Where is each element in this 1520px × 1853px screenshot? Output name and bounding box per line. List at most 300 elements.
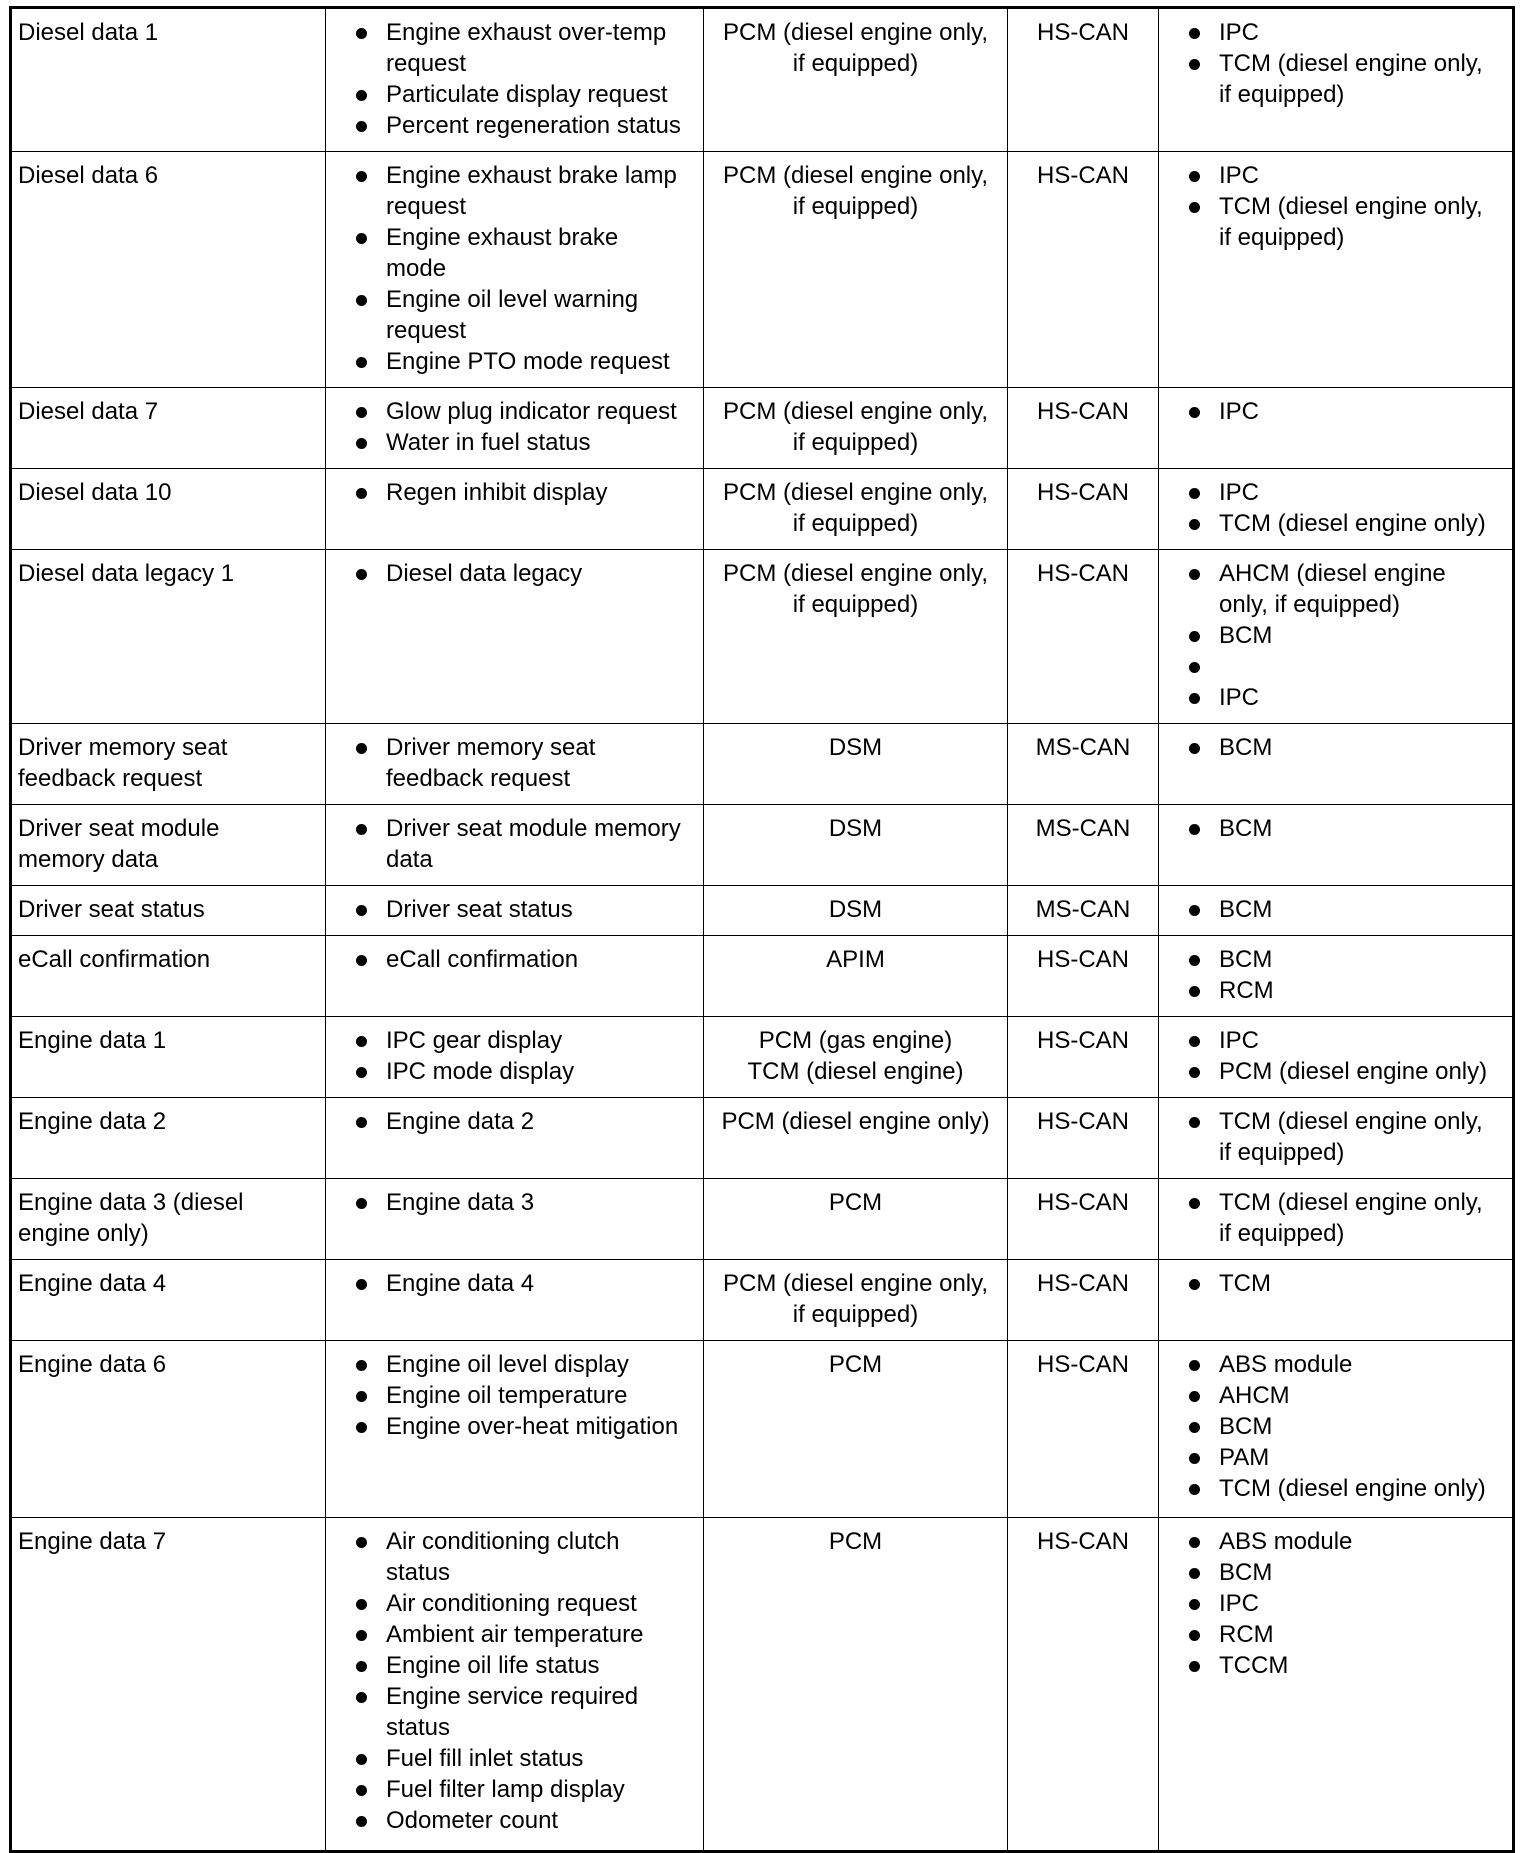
signal-list-item (332, 160, 697, 222)
receiver-modules-cell (1159, 469, 1514, 550)
bullet-icon (1189, 743, 1200, 754)
network-bus-cell (1008, 1017, 1159, 1098)
signal-list-item (332, 1805, 697, 1836)
bullet-icon (1189, 519, 1200, 530)
signals-cell (326, 724, 704, 805)
signal-text: Driver seat module memory (386, 815, 681, 842)
message-name-line: Driver seat status (18, 896, 205, 923)
signal-list-item (332, 79, 697, 110)
signal-list-item (332, 1268, 697, 1299)
network-bus-text: HS-CAN (1036, 162, 1129, 189)
receiver-modules-cell (1159, 1098, 1514, 1179)
network-bus-text: HS-CAN (1036, 1270, 1129, 1297)
signals-cell (326, 1341, 704, 1518)
signal-list-item (332, 427, 697, 458)
receiver-text: if equipped) (1219, 81, 1345, 108)
signal-list-item (332, 1025, 697, 1056)
signal-text: status (386, 1559, 451, 1586)
network-bus-text: HS-CAN (1036, 1108, 1129, 1135)
receiver-list (1165, 1025, 1506, 1087)
receiver-text: BCM (1219, 896, 1273, 923)
receiver-modules-cell (1159, 1518, 1514, 1852)
bullet-icon (356, 743, 367, 754)
receiver-list (1165, 732, 1506, 763)
bullet-icon (356, 121, 367, 132)
receiver-list (1165, 894, 1506, 925)
receiver-modules-cell (1159, 550, 1514, 724)
signal-text: Regen inhibit display (386, 479, 608, 506)
signal-text: Engine exhaust brake lamp (386, 162, 677, 189)
message-name-cell (11, 469, 326, 550)
signal-text: Engine data 3 (386, 1189, 535, 1216)
signal-text: Water in fuel status (386, 429, 591, 456)
source-module-text: PCM (gas engine) (758, 1027, 953, 1054)
source-module-cell (704, 1179, 1008, 1260)
bullet-icon (356, 295, 367, 306)
receiver-list-item (1165, 1588, 1506, 1619)
signal-list (332, 1025, 697, 1087)
source-module-cell (704, 1518, 1008, 1852)
network-bus-cell (1008, 1260, 1159, 1341)
receiver-text: BCM (1219, 815, 1273, 842)
receiver-list (1165, 17, 1506, 110)
network-bus-cell (1008, 1179, 1159, 1260)
receiver-list-item (1165, 975, 1506, 1006)
receiver-list-item (1165, 620, 1506, 651)
receiver-modules-cell (1159, 886, 1514, 936)
message-name-line: Driver seat module (18, 815, 220, 842)
bullet-icon (356, 1036, 367, 1047)
message-name-line: Engine data 3 (diesel (18, 1189, 244, 1216)
bullet-icon (1189, 1036, 1200, 1047)
receiver-list (1165, 558, 1506, 713)
signal-text: IPC mode display (386, 1058, 575, 1085)
bullet-icon (1189, 824, 1200, 835)
receiver-text: IPC (1219, 398, 1260, 425)
signal-text: status (386, 1714, 451, 1741)
table-row (11, 805, 1514, 886)
receiver-list-item (1165, 191, 1506, 253)
source-module-cell (704, 550, 1008, 724)
bullet-icon (1189, 1453, 1200, 1464)
bullet-icon (1189, 1360, 1200, 1371)
bullet-icon (356, 1661, 367, 1672)
bullet-icon (1189, 955, 1200, 966)
signal-list-item (332, 1588, 697, 1619)
table-body (11, 8, 1514, 1852)
signal-text: Engine oil temperature (386, 1382, 628, 1409)
message-name-line: feedback request (18, 765, 203, 792)
signal-text: Odometer count (386, 1807, 559, 1834)
bullet-icon (1189, 488, 1200, 499)
signal-text: Engine exhaust over-temp (386, 19, 667, 46)
signal-text: Percent regeneration status (386, 112, 681, 139)
signals-cell (326, 152, 704, 388)
receiver-text: BCM (1219, 734, 1273, 761)
signal-list-item (332, 284, 697, 346)
receiver-text: BCM (1219, 946, 1273, 973)
source-module-text: PCM (828, 1528, 883, 1555)
network-bus-text: HS-CAN (1036, 479, 1129, 506)
source-module-text: PCM (828, 1189, 883, 1216)
bullet-icon (1189, 28, 1200, 39)
signal-list-item (332, 346, 697, 377)
signal-list-item (332, 1187, 697, 1218)
signals-cell (326, 1179, 704, 1260)
bullet-icon (356, 28, 367, 39)
receiver-modules-cell (1159, 1179, 1514, 1260)
network-bus-cell (1008, 550, 1159, 724)
message-name-cell (11, 805, 326, 886)
signal-list-item (332, 1106, 697, 1137)
bullet-icon (356, 824, 367, 835)
message-name-cell (11, 1017, 326, 1098)
receiver-text: RCM (1219, 1621, 1274, 1648)
signal-text: mode (386, 255, 447, 282)
signal-text: IPC gear display (386, 1027, 563, 1054)
receiver-list-item (1165, 17, 1506, 48)
bullet-icon (1189, 693, 1200, 704)
message-name-line: engine only) (18, 1220, 149, 1247)
receiver-list-item (1165, 1442, 1506, 1473)
receiver-modules-cell (1159, 1341, 1514, 1518)
table-row (11, 936, 1514, 1017)
signal-text: Fuel fill inlet status (386, 1745, 584, 1772)
signal-list-item (332, 1681, 697, 1743)
signal-list (332, 1268, 697, 1299)
bullet-icon (356, 171, 367, 182)
source-module-cell (704, 1017, 1008, 1098)
receiver-text: IPC (1219, 1027, 1260, 1054)
table-row (11, 469, 1514, 550)
receiver-text: AHCM (diesel engine (1219, 560, 1446, 587)
bullet-icon (1189, 1630, 1200, 1641)
network-bus-cell (1008, 724, 1159, 805)
bullet-icon (356, 1537, 367, 1548)
bullet-icon (356, 1391, 367, 1402)
bullet-icon (356, 1422, 367, 1433)
receiver-list-item (1165, 1380, 1506, 1411)
receiver-list (1165, 160, 1506, 253)
receiver-text: if equipped) (1219, 1220, 1345, 1247)
source-module-cell (704, 724, 1008, 805)
message-name-line: Engine data 1 (18, 1027, 167, 1054)
signal-list (332, 17, 697, 141)
table-row (11, 1179, 1514, 1260)
receiver-list-item (1165, 1268, 1506, 1299)
bullet-icon (1189, 1067, 1200, 1078)
source-module-text: PCM (828, 1351, 883, 1378)
receiver-list (1165, 1106, 1506, 1168)
source-module-cell (704, 469, 1008, 550)
receiver-list-item (1165, 813, 1506, 844)
signals-cell (326, 550, 704, 724)
signal-list-item (332, 1743, 697, 1774)
network-bus-cell (1008, 1341, 1159, 1518)
bullet-icon (1189, 1484, 1200, 1495)
bullet-icon (356, 905, 367, 916)
network-bus-text: MS-CAN (1035, 815, 1131, 842)
receiver-list (1165, 1349, 1506, 1504)
receiver-list-item (1165, 732, 1506, 763)
receiver-list (1165, 1187, 1506, 1249)
receiver-text: TCM (diesel engine only, (1219, 50, 1483, 77)
signal-list-item (332, 477, 697, 508)
bullet-icon (356, 1785, 367, 1796)
signal-text: Ambient air temperature (386, 1621, 644, 1648)
table-row (11, 1341, 1514, 1518)
bullet-icon (356, 1630, 367, 1641)
source-module-text: DSM (828, 896, 883, 923)
message-name-cell (11, 1518, 326, 1852)
signal-text: request (386, 50, 467, 77)
network-bus-text: HS-CAN (1036, 560, 1129, 587)
signal-text: request (386, 193, 467, 220)
source-module-cell (704, 1260, 1008, 1341)
source-module-text: PCM (diesel engine only, (722, 19, 989, 46)
network-bus-cell (1008, 469, 1159, 550)
receiver-list-item (1165, 1025, 1506, 1056)
signal-list (332, 1187, 697, 1218)
network-bus-cell (1008, 886, 1159, 936)
signal-text: Engine oil level display (386, 1351, 629, 1378)
signals-cell (326, 936, 704, 1017)
receiver-text: BCM (1219, 622, 1273, 649)
signal-text: Engine over-heat mitigation (386, 1413, 679, 1440)
network-bus-text: MS-CAN (1035, 734, 1131, 761)
network-bus-cell (1008, 936, 1159, 1017)
source-module-text: TCM (diesel engine) (747, 1058, 964, 1085)
message-name-line: Engine data 6 (18, 1351, 167, 1378)
signal-text: Engine exhaust brake (386, 224, 619, 251)
signal-text: Engine data 2 (386, 1108, 535, 1135)
source-module-cell (704, 8, 1008, 152)
receiver-list-item (1165, 48, 1506, 110)
bullet-icon (356, 1599, 367, 1610)
bullet-icon (356, 90, 367, 101)
table-row (11, 8, 1514, 152)
message-name-line: Diesel data 1 (18, 19, 159, 46)
source-module-text: APIM (826, 946, 885, 973)
bullet-icon (1189, 905, 1200, 916)
bullet-icon (356, 1198, 367, 1209)
signal-list (332, 1349, 697, 1442)
receiver-list-item (1165, 1106, 1506, 1168)
bullet-icon (356, 233, 367, 244)
message-name-cell (11, 152, 326, 388)
message-name-cell (11, 936, 326, 1017)
message-name-line: memory data (18, 846, 159, 873)
source-module-text: if equipped) (792, 1301, 919, 1328)
signal-list-item (332, 110, 697, 141)
bullet-icon (356, 1279, 367, 1290)
bullet-icon (356, 1692, 367, 1703)
network-bus-cell (1008, 1518, 1159, 1852)
signals-cell (326, 8, 704, 152)
signal-list-item (332, 732, 697, 794)
receiver-text: TCM (diesel engine only) (1219, 1475, 1486, 1502)
source-module-text: PCM (diesel engine only, (722, 398, 989, 425)
network-bus-cell (1008, 152, 1159, 388)
message-name-cell (11, 886, 326, 936)
receiver-list (1165, 813, 1506, 844)
receiver-list-item (1165, 1473, 1506, 1504)
signal-text: Air conditioning clutch (386, 1528, 620, 1555)
bullet-icon (1189, 407, 1200, 418)
receiver-text: TCM (1219, 1270, 1271, 1297)
bullet-icon (356, 438, 367, 449)
receiver-text: only, if equipped) (1219, 591, 1401, 618)
receiver-text: ABS module (1219, 1351, 1353, 1378)
receiver-text: BCM (1219, 1559, 1273, 1586)
network-message-table (9, 6, 1515, 1853)
receiver-text: ABS module (1219, 1528, 1353, 1555)
bullet-icon (356, 1117, 367, 1128)
bullet-icon (356, 357, 367, 368)
source-module-text: PCM (diesel engine only, (722, 560, 989, 587)
network-bus-text: MS-CAN (1035, 896, 1131, 923)
source-module-cell (704, 936, 1008, 1017)
message-name-line: Engine data 2 (18, 1108, 167, 1135)
bullet-icon (356, 1360, 367, 1371)
signals-cell (326, 1098, 704, 1179)
receiver-text: RCM (1219, 977, 1274, 1004)
signals-cell (326, 388, 704, 469)
signal-list-item (332, 558, 697, 589)
message-name-cell (11, 724, 326, 805)
receiver-modules-cell (1159, 1017, 1514, 1098)
message-name-cell (11, 1341, 326, 1518)
signal-list-item (332, 813, 697, 875)
bullet-icon (1189, 986, 1200, 997)
network-bus-text: HS-CAN (1036, 1189, 1129, 1216)
receiver-list-item (1165, 1526, 1506, 1557)
receiver-list-item (1165, 396, 1506, 427)
receiver-list-item (1165, 1056, 1506, 1087)
signal-list-item (332, 1411, 697, 1442)
signal-text: Diesel data legacy (386, 560, 583, 587)
receiver-modules-cell (1159, 388, 1514, 469)
signal-list (332, 1526, 697, 1836)
message-name-line: eCall confirmation (18, 946, 211, 973)
signals-cell (326, 1017, 704, 1098)
source-module-text: DSM (828, 734, 883, 761)
receiver-list (1165, 1268, 1506, 1299)
receiver-list (1165, 1526, 1506, 1681)
message-name-line: Diesel data 6 (18, 162, 159, 189)
receiver-list-item (1165, 651, 1506, 682)
message-name-line: Diesel data legacy 1 (18, 560, 235, 587)
message-name-line: Engine data 4 (18, 1270, 167, 1297)
message-name-cell (11, 388, 326, 469)
signal-list-item (332, 396, 697, 427)
signal-text: Engine oil level warning (386, 286, 639, 313)
network-bus-cell (1008, 388, 1159, 469)
signal-text: Engine oil life status (386, 1652, 600, 1679)
receiver-modules-cell (1159, 936, 1514, 1017)
bullet-icon (356, 488, 367, 499)
receiver-text: PCM (diesel engine only) (1219, 1058, 1488, 1085)
signal-list-item (332, 944, 697, 975)
signal-list-item (332, 1526, 697, 1588)
bullet-icon (1189, 59, 1200, 70)
signal-text: Driver seat status (386, 896, 573, 923)
bullet-icon (1189, 1198, 1200, 1209)
bullet-icon (356, 1754, 367, 1765)
source-module-cell (704, 1341, 1008, 1518)
signal-text: Driver memory seat (386, 734, 596, 761)
source-module-cell (704, 152, 1008, 388)
signal-list-item (332, 1380, 697, 1411)
source-module-text: PCM (diesel engine only, (722, 479, 989, 506)
receiver-list-item (1165, 1619, 1506, 1650)
message-name-cell (11, 550, 326, 724)
table-row (11, 550, 1514, 724)
receiver-list-item (1165, 894, 1506, 925)
signal-list (332, 396, 697, 458)
signal-list (332, 1106, 697, 1137)
signals-cell (326, 1518, 704, 1852)
bullet-icon (1189, 1117, 1200, 1128)
message-name-cell (11, 1098, 326, 1179)
receiver-text: IPC (1219, 684, 1260, 711)
signal-list (332, 477, 697, 508)
network-bus-text: HS-CAN (1036, 1027, 1129, 1054)
receiver-text: TCM (diesel engine only, (1219, 1108, 1483, 1135)
signals-cell (326, 469, 704, 550)
signal-list (332, 558, 697, 589)
bullet-icon (1189, 1391, 1200, 1402)
receiver-text: IPC (1219, 19, 1260, 46)
table-row (11, 886, 1514, 936)
message-name-line: Diesel data 10 (18, 479, 172, 506)
table-row (11, 1518, 1514, 1852)
receiver-text: TCM (diesel engine only, (1219, 193, 1483, 220)
signal-list-item (332, 17, 697, 79)
receiver-list-item (1165, 508, 1506, 539)
receiver-list-item (1165, 682, 1506, 713)
receiver-text: PAM (1219, 1444, 1270, 1471)
receiver-list (1165, 477, 1506, 539)
receiver-text (1219, 651, 1506, 682)
receiver-text: IPC (1219, 162, 1260, 189)
receiver-text: TCM (diesel engine only, (1219, 1189, 1483, 1216)
network-bus-cell (1008, 8, 1159, 152)
signal-list-item (332, 1774, 697, 1805)
network-bus-text: HS-CAN (1036, 1351, 1129, 1378)
receiver-list (1165, 396, 1506, 427)
signal-list (332, 732, 697, 794)
receiver-modules-cell (1159, 8, 1514, 152)
receiver-text: IPC (1219, 1590, 1260, 1617)
receiver-text: if equipped) (1219, 1139, 1345, 1166)
signal-text: Particulate display request (386, 81, 668, 108)
receiver-text: TCCM (1219, 1652, 1289, 1679)
signal-text: Air conditioning request (386, 1590, 637, 1617)
bullet-icon (356, 1067, 367, 1078)
message-name-cell (11, 1179, 326, 1260)
bullet-icon (1189, 202, 1200, 213)
source-module-text: DSM (828, 815, 883, 842)
bullet-icon (1189, 631, 1200, 642)
source-module-cell (704, 1098, 1008, 1179)
network-bus-cell (1008, 1098, 1159, 1179)
source-module-cell (704, 805, 1008, 886)
signal-text: Engine service required (386, 1683, 639, 1710)
bullet-icon (1189, 1599, 1200, 1610)
bullet-icon (1189, 569, 1200, 580)
message-name-line: Diesel data 7 (18, 398, 159, 425)
